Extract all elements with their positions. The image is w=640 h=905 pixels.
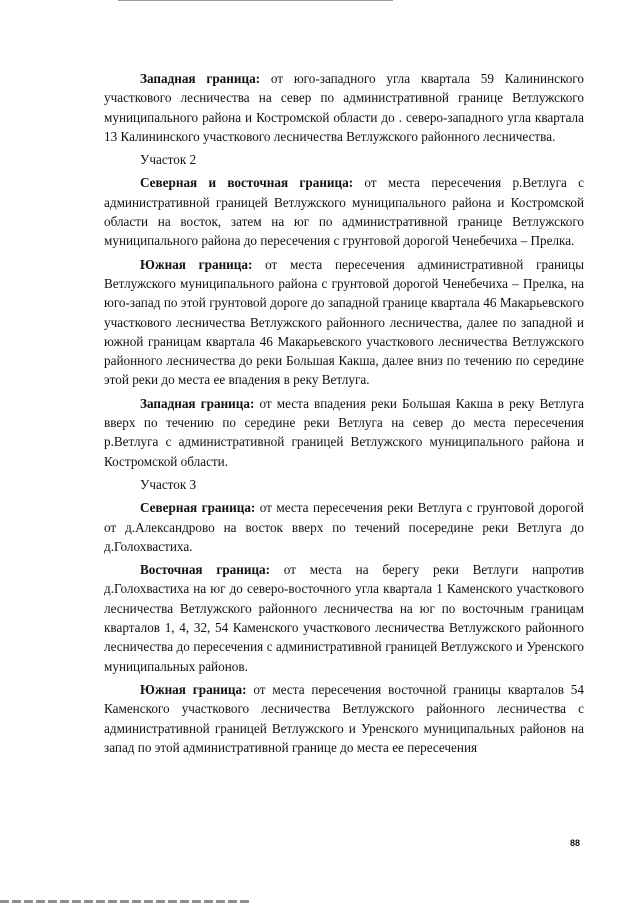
paragraph-west-border-2	[104, 394, 584, 471]
paragraph-label: Восточная граница:	[140, 562, 271, 578]
paragraph-text: от места пересечения реки Ветлуга с грунтовой дорогой от д.Александрово на восток вверх по течений посередине реки Ветлуга до д.Голохвастиха.	[104, 500, 584, 554]
page-number: 88	[570, 838, 581, 848]
section-heading-plot-2: Участок 2	[140, 152, 197, 168]
bottom-scan-artifact	[0, 900, 250, 903]
paragraph-north-border	[104, 498, 584, 556]
paragraph-text: от места пересечения р.Ветлуга с административной границей Ветлужского муниципального района и Костромской области на восток, затем на юг по административной границе Ветлужского муниципального района до пересечения с грунтовой дорогой Ченебечиха – Прелка.	[104, 175, 584, 249]
document-body	[104, 69, 584, 761]
paragraph-label: Северная и восточная граница:	[140, 175, 354, 191]
paragraph-text: от места пересечения восточной границы кварталов 54 Каменского участкового лесничества Ветлужского районного лесничества с административной границей Ветлужского и Уренского муниципальных районов на запад по этой административной границе до места ее пересечения	[104, 681, 584, 755]
paragraph-south-border-2	[104, 680, 584, 757]
paragraph-text: от места впадения реки Большая Какша в реку Ветлуга вверх по течению по середине реки Ветлуга на север до места пересечения р.Ветлуга с административной границей Ветлужского муниципального района и Костромской области.	[104, 395, 584, 469]
paragraph-north-east-border	[104, 173, 584, 250]
paragraph-west-border-1	[104, 69, 584, 146]
section-heading-plot-3: Участок 3	[140, 476, 197, 492]
paragraph-label: Западная граница:	[140, 71, 261, 86]
paragraph-east-border	[104, 560, 584, 676]
paragraph-south-border-1	[104, 255, 584, 390]
paragraph-text: от места на берегу реки Ветлуги напротив д.Голохвастиха на юг до северо-восточного угла квартала 1 Каменского участкового лесничества Ветлужского районного лесничества на юг по восточным границам кварталов 1, 4, 32, 54 Каменского участкового лесничества Ветлужского районного лесничества до пересечения с административной границей Ветлужского и Уренского муниципальных районов.	[104, 562, 584, 674]
paragraph-label: Западная граница:	[140, 395, 255, 411]
top-scan-line	[118, 0, 393, 1]
paragraph-text: от юго-западного угла квартала 59 Калининского участкового лесничества на север по административной границе Ветлужского муниципального района и Костромской области до . северо-западного угла квартала 13 Калининского участкового лесничества Ветлужского районного лесничества.	[104, 71, 584, 144]
paragraph-text: от места пересечения административной границы Ветлужского муниципального района с грунтовой дорогой Ченебечиха – Прелка, на юго-запад по этой грунтовой дороге до западной границе квартала 46 Макарьевского участкового лесничества Ветлужского районного лесничества, далее по западной и южной границам квартала 46 Макарьевского участкового лесничества Ветлужского районного лесничества до реки Большая Какша, далее вниз по течению по середине этой реки до места ее впадения в реку Ветлуга.	[104, 256, 584, 388]
paragraph-label: Южная граница:	[140, 256, 253, 272]
paragraph-label: Северная граница:	[140, 500, 256, 516]
paragraph-label: Южная граница:	[140, 681, 247, 697]
